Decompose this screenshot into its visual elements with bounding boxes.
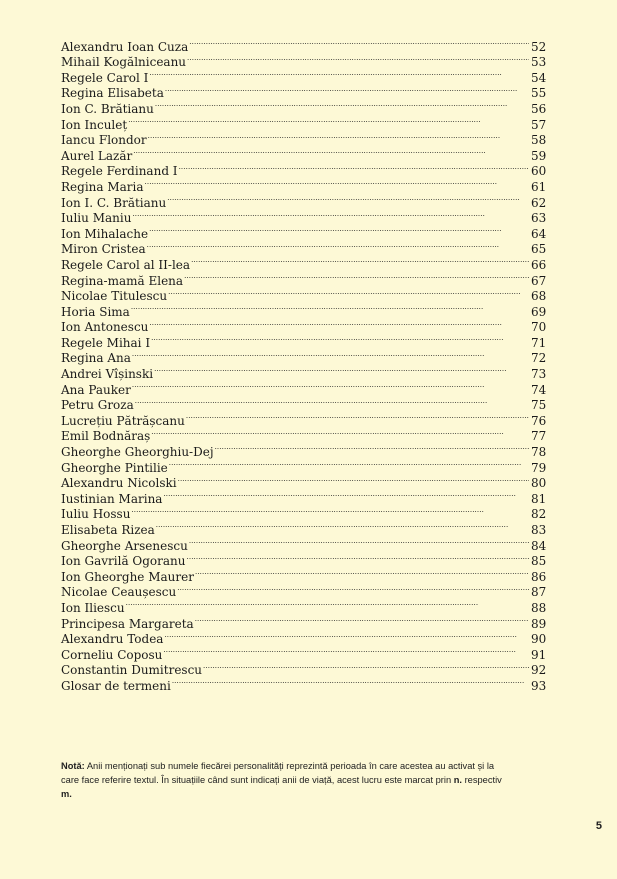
toc-entry-page: 71 [531, 335, 547, 350]
toc-entry-page: 75 [531, 398, 547, 413]
footnote [61, 759, 511, 801]
toc-entry [61, 612, 547, 631]
toc-leader-dots [164, 628, 529, 644]
birth-marker: n. [453, 775, 462, 785]
toc-entry-name: Horia Sima [61, 304, 130, 319]
toc-entry-page: 91 [531, 647, 547, 662]
toc-leader-dots [189, 534, 529, 550]
toc-entry-page: 54 [531, 70, 547, 85]
toc-leader-dots [167, 191, 529, 207]
toc-entry-page: 52 [531, 39, 547, 54]
toc-leader-dots [203, 659, 529, 675]
toc-entry-name: Ion C. Brătianu [61, 101, 154, 116]
toc-entry-name: Regina Ana [61, 351, 131, 366]
toc-entry [61, 518, 547, 537]
toc-entry-name: Gheorghe Pintilie [61, 460, 168, 475]
toc-entry-page: 70 [531, 320, 547, 335]
toc-leader-dots [177, 581, 529, 597]
toc-entry [61, 503, 547, 522]
toc-entry-page: 82 [531, 507, 547, 522]
toc-entry-name: Nicolae Titulescu [61, 289, 168, 304]
toc-entry [61, 596, 547, 615]
toc-entry [61, 300, 547, 319]
toc-leader-dots [131, 300, 529, 316]
toc-leader-dots [186, 409, 529, 425]
toc-leader-dots [215, 440, 529, 456]
toc-entry-name: Corneliu Coposu [61, 647, 163, 662]
toc-leader-dots [168, 285, 529, 301]
toc-entry-name: Regele Carol I [61, 70, 149, 85]
toc-entry-page: 68 [531, 289, 547, 304]
toc-entry-page: 57 [531, 117, 547, 132]
toc-entry-page: 62 [531, 195, 547, 210]
toc-entry-name: Mihail Kogălniceanu [61, 55, 187, 70]
toc-entry [61, 347, 547, 366]
toc-entry-name: Ion Gheorghe Maurer [61, 569, 194, 584]
toc-leader-dots [148, 129, 529, 145]
toc-entry-page: 77 [531, 429, 547, 444]
toc-leader-dots [195, 565, 529, 581]
toc-entry-name: Ion Mihalache [61, 226, 149, 241]
toc-entry-page: 84 [531, 538, 547, 553]
toc-entry-name: Regina Maria [61, 179, 144, 194]
toc-entry-page: 55 [531, 86, 547, 101]
toc-entry-name: Regele Mihai I [61, 335, 151, 350]
toc-entry-page: 80 [531, 476, 547, 491]
toc-entry-page: 64 [531, 226, 547, 241]
toc-entry-name: Ion Inculeț [61, 117, 128, 132]
toc-entry-page: 88 [531, 600, 547, 615]
toc-entry [61, 144, 547, 163]
toc-leader-dots [195, 612, 529, 628]
toc-entry-name: Alexandru Nicolski [61, 476, 177, 491]
toc-entry [61, 222, 547, 241]
toc-entry-name: Glosar de termeni [61, 678, 171, 693]
toc-leader-dots [169, 456, 529, 472]
toc-entry-page: 59 [531, 148, 547, 163]
toc-entry-page: 78 [531, 445, 547, 460]
toc-entry-name: Gheorghe Arsenescu [61, 538, 188, 553]
toc-leader-dots [132, 207, 529, 223]
toc-leader-dots [187, 51, 529, 67]
toc-entry-name: Andrei Vîșinski [61, 367, 154, 382]
toc-entry-page: 87 [531, 585, 547, 600]
toc-leader-dots [151, 331, 529, 347]
toc-entry-name: Ion Iliescu [61, 600, 125, 615]
toc-entry-page: 58 [531, 133, 547, 148]
toc-entry-name: Ion Antonescu [61, 320, 149, 335]
toc-entry-name: Lucrețiu Pătrășcanu [61, 413, 185, 428]
toc-leader-dots [133, 144, 529, 160]
footnote-text-part-2: respectiv [462, 775, 502, 785]
toc-entry-page: 76 [531, 413, 547, 428]
toc-entry-page: 65 [531, 242, 547, 257]
toc-entry-page: 83 [531, 523, 547, 537]
toc-entry-name: Alexandru Ioan Cuza [61, 39, 189, 54]
toc-entry-page: 92 [531, 663, 547, 678]
toc-entry-name: Iustinian Marina [61, 491, 163, 506]
toc-leader-dots [135, 394, 529, 410]
toc-entry [61, 129, 547, 148]
toc-entry-name: Miron Cristea [61, 242, 146, 257]
toc-entry-page: 53 [531, 55, 547, 70]
toc-entry-page: 60 [531, 164, 547, 179]
toc-entry-name: Iuliu Hossu [61, 507, 131, 522]
toc-leader-dots [149, 222, 529, 238]
toc-entry [61, 362, 547, 382]
toc-entry-name: Iuliu Maniu [61, 211, 132, 226]
toc-entry [61, 378, 547, 397]
toc-entry-page: 56 [531, 101, 547, 116]
toc-entry-name: Alexandru Todea [61, 632, 164, 647]
toc-entry [61, 394, 547, 413]
toc-entry-page: 73 [531, 367, 547, 382]
toc-entry [61, 160, 547, 179]
toc-entry-name: Regele Carol al II-lea [61, 257, 191, 272]
toc-leader-dots [163, 487, 529, 503]
toc-entry-name: Elisabeta Rizea [61, 523, 155, 537]
toc-leader-dots [147, 238, 529, 254]
toc-entry-page: 74 [531, 382, 547, 397]
toc-entry-name: Ana Pauker [61, 382, 131, 397]
toc-entry-name: Regina-mamă Elena [61, 273, 184, 288]
toc-leader-dots [172, 674, 529, 690]
toc-leader-dots [126, 596, 529, 612]
toc-leader-dots [178, 472, 529, 488]
toc-leader-dots [132, 347, 529, 363]
footnote-text-part-1: Anii menționați sub numele fiecărei personalități reprezintă perioada în care acestea au activat și la care face referire textul. În situațiile când sunt indicați anii de viață, acest lucru este marcat prin [61, 761, 495, 785]
toc-entry-page: 90 [531, 632, 547, 647]
toc-entry [61, 316, 547, 335]
toc-leader-dots [132, 378, 529, 394]
page-number: 5 [595, 820, 602, 832]
toc-entry-page: 89 [531, 616, 547, 631]
toc-leader-dots [131, 503, 529, 519]
toc-leader-dots [163, 643, 529, 659]
table-of-contents [61, 35, 547, 693]
toc-entry [61, 207, 547, 226]
toc-entry-page: 81 [531, 491, 547, 506]
toc-entry-page: 67 [531, 273, 547, 288]
toc-entry-page: 86 [531, 569, 547, 584]
toc-leader-dots [155, 97, 529, 113]
toc-entry-name: Emil Bodnăraș [61, 429, 151, 444]
toc-entry-page: 72 [531, 351, 547, 366]
toc-leader-dots [179, 160, 529, 176]
toc-entry-page: 63 [531, 211, 547, 226]
toc-leader-dots [156, 518, 529, 534]
footnote-label: Notă: [61, 761, 85, 771]
toc-entry-name: Principesa Margareta [61, 616, 194, 631]
toc-leader-dots [149, 66, 529, 82]
toc-entry-name: Iancu Flondor [61, 133, 147, 148]
toc-entry-name: Regele Ferdinand I [61, 164, 178, 179]
toc-entry-page: 61 [531, 179, 547, 194]
toc-entry-name: Gheorghe Gheorghiu-Dej [61, 445, 214, 460]
toc-entry-name: Nicolae Ceaușescu [61, 585, 177, 600]
toc-entry-page: 85 [531, 554, 547, 569]
toc-entry-name: Constantin Dumitrescu [61, 663, 203, 678]
toc-leader-dots [151, 425, 529, 441]
toc-leader-dots [145, 175, 529, 191]
toc-entry [61, 113, 547, 132]
toc-leader-dots [184, 269, 529, 285]
toc-entry-name: Aurel Lazăr [61, 148, 133, 163]
toc-leader-dots [187, 550, 530, 566]
toc-entry-name: Ion I. C. Brătianu [61, 195, 167, 210]
toc-leader-dots [191, 253, 529, 269]
toc-leader-dots [165, 82, 529, 98]
toc-entry-page: 79 [531, 460, 547, 475]
toc-entry-name: Regina Elisabeta [61, 86, 164, 101]
toc-entry-name: Ion Gavrilă Ogoranu [61, 554, 186, 569]
toc-leader-dots [128, 113, 529, 129]
toc-leader-dots [189, 35, 529, 51]
death-marker: m. [61, 789, 72, 799]
toc-entry-page: 93 [531, 678, 547, 693]
toc-leader-dots [149, 316, 529, 332]
toc-entry-name: Petru Groza [61, 398, 134, 413]
toc-entry [61, 35, 547, 54]
toc-entry-page: 66 [531, 257, 547, 272]
toc-entry-page: 69 [531, 304, 547, 319]
toc-leader-dots [154, 362, 529, 378]
